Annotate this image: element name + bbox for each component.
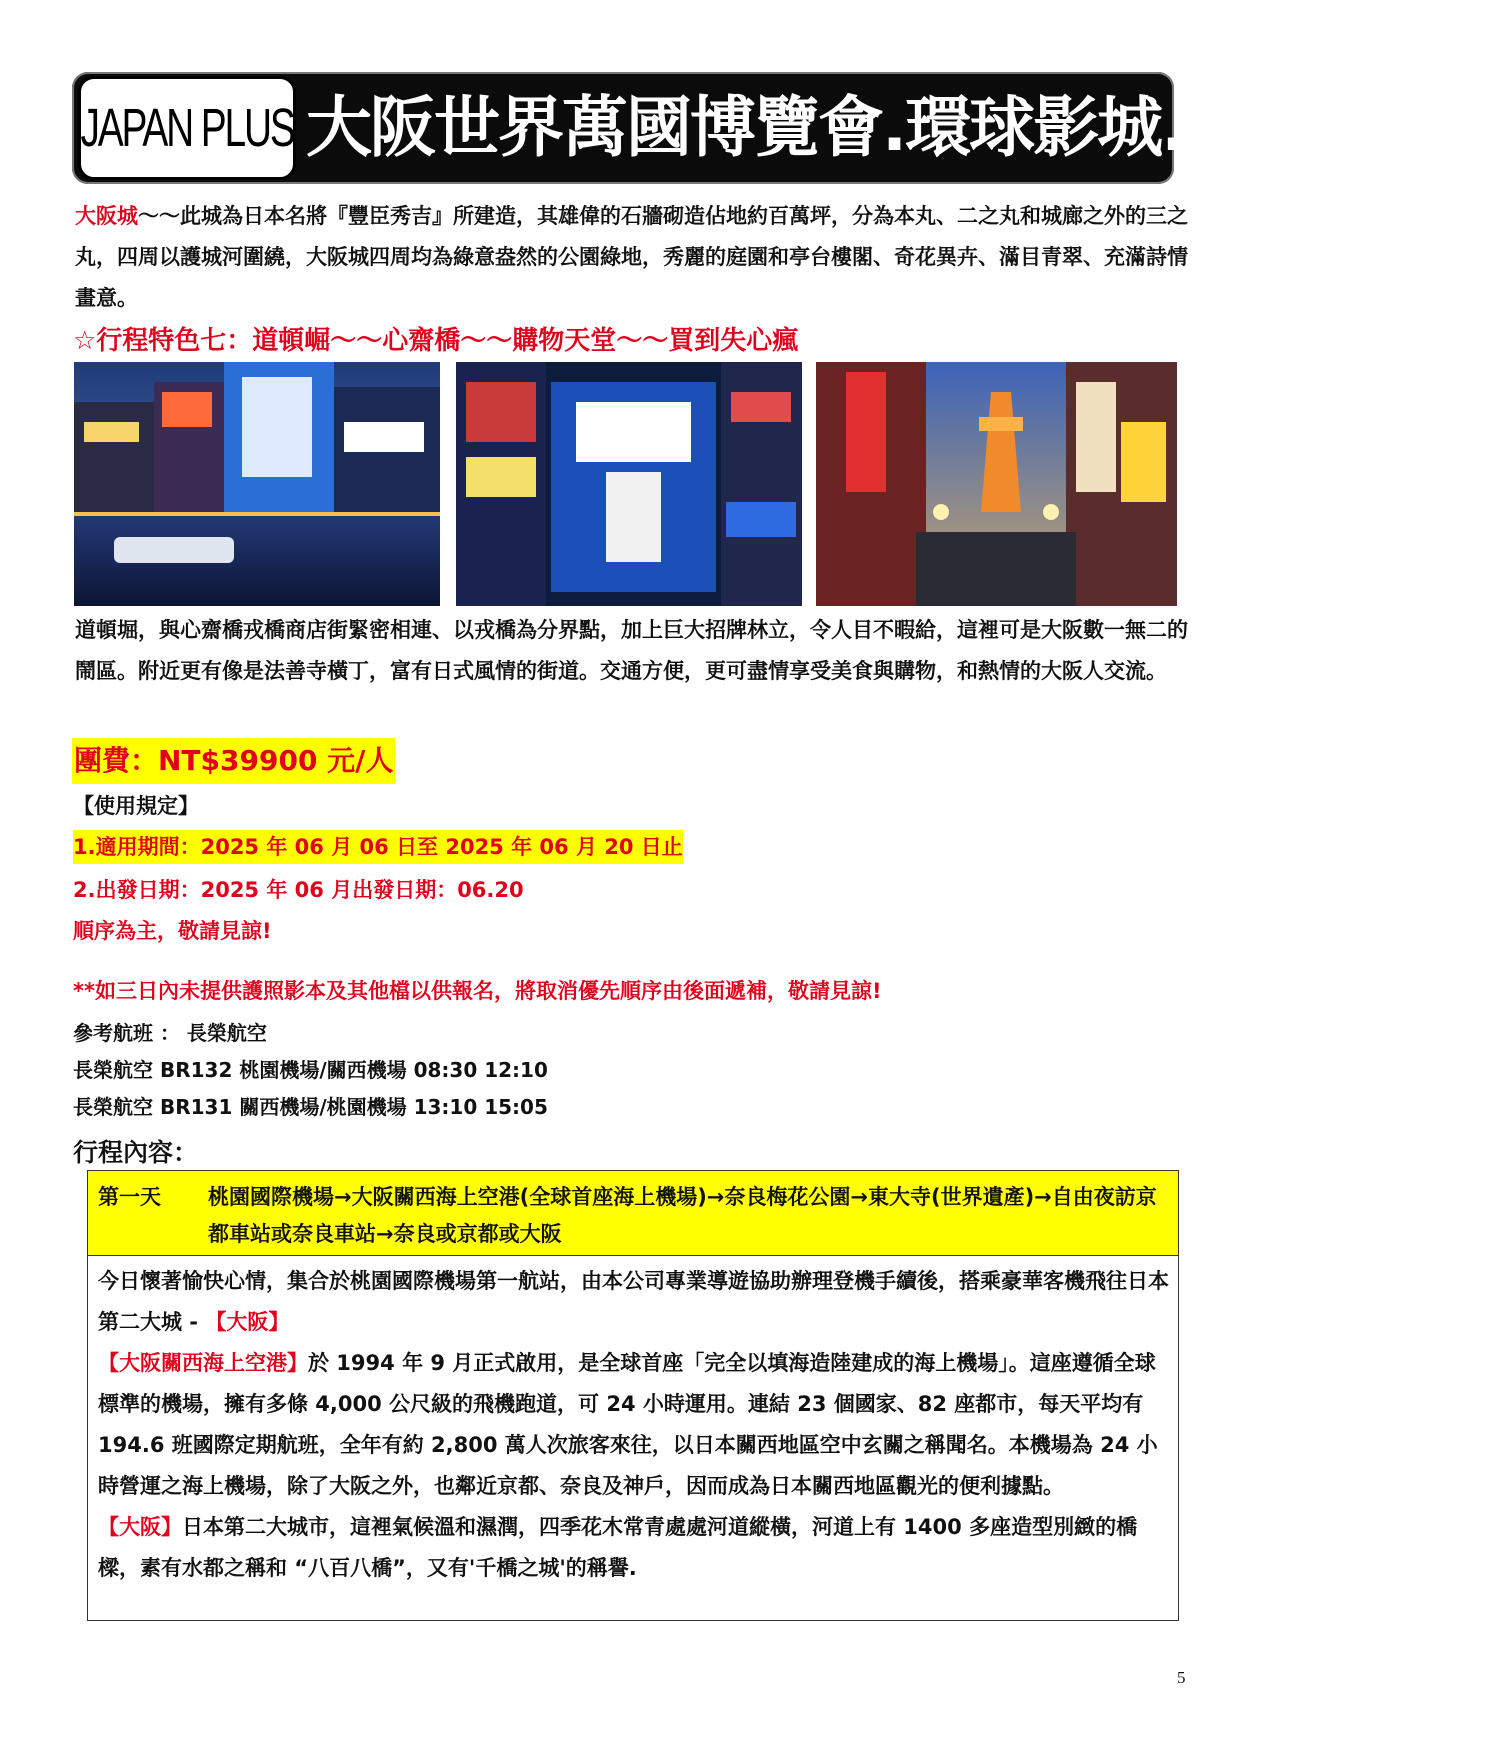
intro-highlight: 大阪城 — [75, 204, 138, 228]
intro-text: ～～此城為日本名將『豐臣秀吉』所建造，其雄偉的石牆砌造佔地約百萬坪，分為本丸、二之丸和城廊之外的三之丸，四周以護城河圍繞，大阪城四周均為綠意盎然的公園綠地，秀麗的庭園和亭台樓閣、奇花異卉、滿目青翠、充滿詩情畫意。 — [75, 204, 1188, 310]
day1-p1-tag: 【大阪】 — [205, 1310, 290, 1334]
day1-body — [98, 1261, 1170, 1589]
day1-header — [88, 1171, 1178, 1256]
dotonbori-canal-photo — [74, 362, 440, 606]
glico-sign-photo — [456, 362, 802, 606]
day1-route: 桃園國際機場→大阪關西海上空港(全球首座海上機場)→奈良梅花公園→東大寺(世界遺產)→自由夜訪京都車站或奈良車站→奈良或京都或大阪 — [208, 1185, 1157, 1246]
itinerary-heading: 行程內容： — [73, 1138, 199, 1167]
day1-label: 第一天 — [98, 1185, 161, 1209]
feature-title: ☆行程特色七：道頓崛～～心齋橋～～購物天堂～～買到失心瘋 — [73, 326, 799, 356]
dotonbori-description: 道頓堀，與心齋橋戎橋商店街緊密相連、以戎橋為分界點，加上巨大招牌林立，令人目不暇給，這裡可是大阪數一無二的鬧區。附近更有像是法善寺橫丁，富有日式風情的街道。交通方便，更可盡情享受美食與購物，和熱情的大阪人交流。 — [75, 618, 1188, 683]
day1-p1-text: 今日懷著愉快心情，集合於桃園國際機場第一航站，由本公司專業導遊協助辦理登機手續後，搭乘豪華客機飛往日本第二大城 - — [98, 1269, 1169, 1334]
brand-logo-text: JAPAN PLUS — [80, 98, 294, 158]
page-number: 5 — [1177, 1668, 1186, 1687]
rules-heading: 【使用規定】 — [73, 794, 199, 818]
flight-outbound: 長榮航空 BR132 桃園機場/關西機場 08:30 12:10 — [73, 1058, 548, 1082]
rule-order: 順序為主，敬請見諒! — [73, 919, 272, 943]
day1-box — [87, 1170, 1179, 1621]
flight-heading: 參考航班 ： 長榮航空 — [73, 1021, 267, 1045]
brand-logo-box — [78, 76, 296, 180]
rule-period: 1.適用期間：2025 年 06 月 06 日至 2025 年 06 月 20 日止 — [73, 830, 683, 864]
osaka-castle-intro — [75, 196, 1200, 319]
day1-p3-text: 日本第二大城市，這裡氣候溫和濕潤，四季花木常青處處河道縱橫，河道上有 1400 多座造型別緻的橋樑，素有水都之稱和 “八百八橋”，又有'千橋之城'的稱譽. — [98, 1515, 1138, 1580]
day1-paragraph-1 — [98, 1261, 1170, 1343]
day1-p3-tag: 【大阪】 — [98, 1515, 182, 1539]
day1-paragraph-3 — [98, 1507, 1170, 1589]
day1-paragraph-2 — [98, 1343, 1170, 1507]
tsutenkaku-street-photo — [816, 362, 1177, 606]
flight-return: 長榮航空 BR131 關西機場/桃園機場 13:10 15:05 — [73, 1095, 548, 1119]
tour-price: 團費：NT$39900 元/人 — [72, 738, 395, 784]
day1-p2-text: 於 1994 年 9 月正式啟用，是全球首座「完全以填海造陸建成的海上機場」。這座遵循全球標準的機場，擁有多條 4,000 公尺級的飛機跑道，可 24 小時運用。連結 23 個國家、82 座都市，每天平均有 194.6 班國際定期航班，全年有約 2,800 萬人次旅客來往，以日本關西地區空中玄關之稱聞名。本機場為 24 小時營運之海上機場，除了大阪之外，也鄰近京都、奈良及神戶，因而成為日本關西地區觀光的便利據點。 — [98, 1351, 1158, 1498]
day1-p2-tag: 【大阪關西海上空港】 — [98, 1351, 308, 1375]
passport-note: **如三日內未提供護照影本及其他檔以供報名，將取消優先順序由後面遞補，敬請見諒! — [73, 979, 882, 1003]
rule-departure: 2.出發日期：2025 年 06 月出發日期：06.20 — [73, 878, 524, 902]
tour-title: 大阪世界萬國博覽會.環球影城.夢洲島五日 — [306, 89, 1504, 166]
